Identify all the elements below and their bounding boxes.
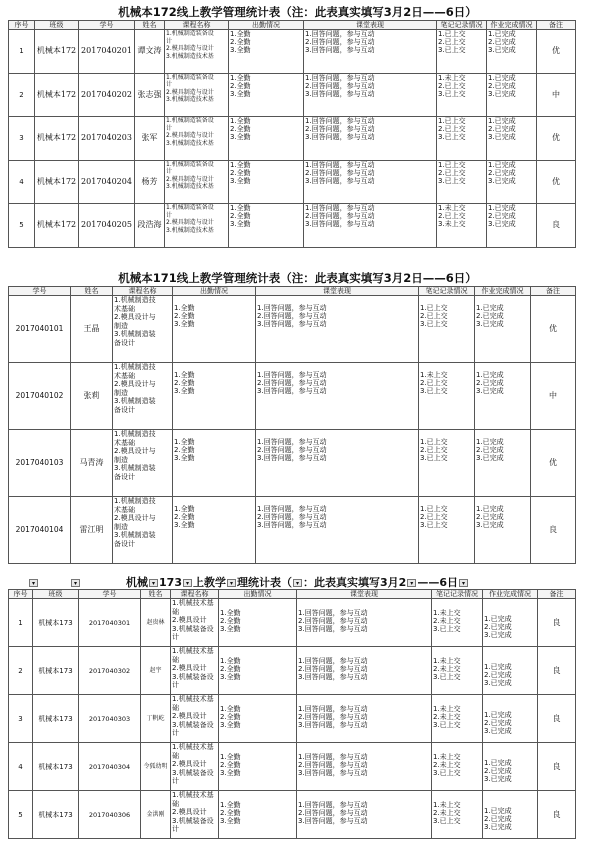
remark-cell: 良: [537, 204, 576, 248]
performance-cell: 1.回答问题，参与互动 2.回答问题，参与互动 3.回答问题，参与互动: [304, 204, 437, 248]
table-row: [9, 204, 576, 248]
student-id-cell: 2017040204: [79, 160, 135, 204]
student-name-cell: 张军: [135, 117, 165, 161]
sheet2-header-cell: 学号: [9, 287, 71, 296]
notes-cell: 1.未上交 2.已上交 3.已上交: [419, 363, 475, 430]
attendance-cell: 1.全勤 2.全勤 3.全勤: [219, 743, 297, 791]
attendance-cell: 1.全勤 2.全勤 3.全勤: [173, 296, 256, 363]
notes-cell: 1.未上交 2.已上交 3.已上交: [437, 73, 487, 117]
student-name-cell: 张莉: [71, 363, 113, 430]
homework-cell: 1.已完成 2.已完成 3.已完成: [475, 296, 531, 363]
student-id-cell: 2017040203: [79, 117, 135, 161]
table-row: [9, 160, 576, 204]
row-number-cell: 2: [9, 647, 33, 695]
sheet3-header-cell: 出勤情况: [219, 590, 297, 599]
class-cell: 机械本173: [33, 647, 79, 695]
student-name-cell: 段浩海: [135, 204, 165, 248]
homework-cell: 1.已完成 2.已完成 3.已完成: [487, 117, 537, 161]
sheet1-header-cell: 课程名称: [165, 21, 229, 30]
class-cell: 机械本172: [35, 73, 79, 117]
student-id-cell: 2017040201: [79, 30, 135, 74]
course-cell: 1.机械制造技 术基础 2.模具设计与 制造 3.机械制造装 备设计: [113, 430, 173, 497]
row-number-cell: 2: [9, 73, 35, 117]
row-number-cell: 3: [9, 117, 35, 161]
row-number-cell: 1: [9, 30, 35, 74]
class-cell: 机械本173: [33, 599, 79, 647]
sheet1-header-row: [9, 21, 576, 30]
table-row: [9, 30, 576, 74]
attendance-cell: 1.全勤 2.全勤 3.全勤: [229, 204, 304, 248]
sheet3-table: [8, 589, 576, 839]
course-cell: 1.机械制造装备设 计 2.模具制造与设计 3.机械制造技术基: [165, 30, 229, 74]
sheet3-header-row: [9, 590, 576, 599]
attendance-cell: 1.全勤 2.全勤 3.全勤: [229, 73, 304, 117]
sheet1-table: [8, 20, 576, 248]
performance-cell: 1.回答问题，参与互动 2.回答问题，参与互动 3.回答问题，参与互动: [256, 430, 419, 497]
table-row: [9, 599, 576, 647]
remark-cell: 良: [538, 647, 576, 695]
sheet2-header-cell: 作业完成情况: [475, 287, 531, 296]
sheet2-header-cell: 出勤情况: [173, 287, 256, 296]
row-number-cell: 4: [9, 743, 33, 791]
filter-dropdown-icon[interactable]: ▾: [459, 579, 468, 587]
course-cell: 1.机械技术基 础 2.模具设计 3.机械装备设 计: [171, 791, 219, 839]
performance-cell: 1.回答问题，参与互动 2.回答问题，参与互动 3.回答问题，参与互动: [304, 117, 437, 161]
sheet3-title-part: 理统计表（: [237, 576, 292, 589]
remark-cell: 中: [531, 363, 576, 430]
student-name-cell: 令狐幼明: [141, 743, 171, 791]
notes-cell: 1.已上交 2.已上交 3.已上交: [419, 296, 475, 363]
course-cell: 1.机械技术基 础 2.模具设计 3.机械装备设 计: [171, 695, 219, 743]
row-number-cell: 4: [9, 160, 35, 204]
sheet1-header-cell: 班级: [35, 21, 79, 30]
sheet1-header-cell: 作业完成情况: [487, 21, 537, 30]
attendance-cell: 1.全勤 2.全勤 3.全勤: [173, 497, 256, 564]
performance-cell: 1.回答问题，参与互动 2.回答问题，参与互动 3.回答问题，参与互动: [297, 743, 432, 791]
attendance-cell: 1.全勤 2.全勤 3.全勤: [219, 647, 297, 695]
homework-cell: 1.已完成 2.已完成 3.已完成: [487, 73, 537, 117]
remark-cell: 优: [537, 30, 576, 74]
filter-dropdown-icon[interactable]: ▾: [149, 579, 158, 587]
course-cell: 1.机械制造装备设 计 2.模具制造与设计 3.机械制造技术基: [165, 204, 229, 248]
performance-cell: 1.回答问题，参与互动 2.回答问题，参与互动 3.回答问题，参与互动: [297, 791, 432, 839]
remark-cell: 优: [531, 430, 576, 497]
course-cell: 1.机械制造技 术基础 2.模具设计与 制造 3.机械制造装 备设计: [113, 363, 173, 430]
sheet1-header-cell: 学号: [79, 21, 135, 30]
student-id-cell: 2017040306: [79, 791, 141, 839]
homework-cell: 1.已完成 2.已完成 3.已完成: [483, 743, 538, 791]
remark-cell: 优: [537, 160, 576, 204]
sheet3-title-part: 机械: [126, 576, 149, 589]
attendance-cell: 1.全勤 2.全勤 3.全勤: [219, 695, 297, 743]
sheet3-title-part: 173: [159, 576, 182, 589]
student-name-cell: 杨芳: [135, 160, 165, 204]
performance-cell: 1.回答问题，参与互动 2.回答问题，参与互动 3.回答问题，参与互动: [304, 73, 437, 117]
attendance-cell: 1.全勤 2.全勤 3.全勤: [229, 30, 304, 74]
attendance-cell: 1.全勤 2.全勤 3.全勤: [229, 117, 304, 161]
table-row: [9, 430, 576, 497]
class-cell: 机械本173: [33, 695, 79, 743]
student-name-cell: 王晶: [71, 296, 113, 363]
student-id-cell: 2017040304: [79, 743, 141, 791]
homework-cell: 1.已完成 2.已完成 3.已完成: [475, 363, 531, 430]
notes-cell: 1.已上交 2.已上交 3.已上交: [437, 30, 487, 74]
remark-cell: 良: [538, 791, 576, 839]
performance-cell: 1.回答问题，参与互动 2.回答问题，参与互动 3.回答问题，参与互动: [297, 599, 432, 647]
sheet2-header-cell: 备注: [531, 287, 576, 296]
notes-cell: 1.已上交 2.已上交 3.已上交: [437, 160, 487, 204]
filter-dropdown-icon[interactable]: ▾: [407, 579, 416, 587]
student-name-cell: 马青涛: [71, 430, 113, 497]
notes-cell: 1.未上交 2.未上交 3.已上交: [432, 599, 483, 647]
course-cell: 1.机械技术基 础 2.模具设计 3.机械装备设 计: [171, 743, 219, 791]
student-name-cell: 丁帆屹: [141, 695, 171, 743]
course-cell: 1.机械技术基 础 2.模具设计 3.机械装备设 计: [171, 599, 219, 647]
student-name-cell: 雷江明: [71, 497, 113, 564]
performance-cell: 1.回答问题，参与互动 2.回答问题，参与互动 3.回答问题，参与互动: [297, 647, 432, 695]
student-name-cell: 金洪刚: [141, 791, 171, 839]
sheet2-table: [8, 286, 576, 564]
table-row: [9, 743, 576, 791]
notes-cell: 1.未上交 2.已上交 3.未上交: [437, 204, 487, 248]
sheet3-header-cell: 作业完成情况: [483, 590, 538, 599]
remark-cell: 优: [531, 296, 576, 363]
notes-cell: 1.已上交 2.已上交 3.已上交: [419, 497, 475, 564]
homework-cell: 1.已完成 2.已完成 3.已完成: [483, 647, 538, 695]
sheet3-title: [0, 577, 595, 589]
student-id-cell: 2017040104: [9, 497, 71, 564]
notes-cell: 1.未上交 2.未上交 3.已上交: [432, 695, 483, 743]
row-number-cell: 3: [9, 695, 33, 743]
performance-cell: 1.回答问题，参与互动 2.回答问题，参与互动 3.回答问题，参与互动: [256, 363, 419, 430]
course-cell: 1.机械制造装备设 计 2.模具制造与设计 3.机械制造技术基: [165, 73, 229, 117]
attendance-cell: 1.全勤 2.全勤 3.全勤: [229, 160, 304, 204]
filter-dropdown-icon[interactable]: ▾: [29, 579, 38, 587]
student-name-cell: 赵宇: [141, 647, 171, 695]
homework-cell: 1.已完成 2.已完成 3.已完成: [475, 430, 531, 497]
sheet1-header-cell: 出勤情况: [229, 21, 304, 30]
sheet2-header-cell: 笔记记录情况: [419, 287, 475, 296]
student-id-cell: 2017040301: [79, 599, 141, 647]
course-cell: 1.机械制造装备设 计 2.模具制造与设计 3.机械制造技术基: [165, 117, 229, 161]
sheet3-header-cell: 班级: [33, 590, 79, 599]
filter-dropdown-icon[interactable]: ▾: [227, 579, 236, 587]
sheet3-header-cell: 序号: [9, 590, 33, 599]
sheet3-header-cell: 课程名称: [171, 590, 219, 599]
attendance-cell: 1.全勤 2.全勤 3.全勤: [219, 791, 297, 839]
sheet1-header-cell: 笔记记录情况: [437, 21, 487, 30]
performance-cell: 1.回答问题，参与互动 2.回答问题，参与互动 3.回答问题，参与互动: [304, 160, 437, 204]
table-row: [9, 695, 576, 743]
performance-cell: 1.回答问题，参与互动 2.回答问题，参与互动 3.回答问题，参与互动: [304, 30, 437, 74]
sheet2-title: 机械本171线上教学管理统计表（注：此表真实填写3月2日——6日）: [118, 271, 477, 285]
row-number-cell: 1: [9, 599, 33, 647]
remark-cell: 良: [531, 497, 576, 564]
sheet1-header-cell: 课堂表现: [304, 21, 437, 30]
student-id-cell: 2017040202: [79, 73, 135, 117]
performance-cell: 1.回答问题，参与互动 2.回答问题，参与互动 3.回答问题，参与互动: [256, 497, 419, 564]
sheet2-header-row: [9, 287, 576, 296]
class-cell: 机械本172: [35, 204, 79, 248]
remark-cell: 良: [538, 695, 576, 743]
homework-cell: 1.已完成 2.已完成 3.已完成: [487, 204, 537, 248]
sheet2-header-cell: 姓名: [71, 287, 113, 296]
notes-cell: 1.未上交 2.未上交 3.已上交: [432, 647, 483, 695]
row-number-cell: 5: [9, 204, 35, 248]
sheet2-header-cell: 课程名称: [113, 287, 173, 296]
table-row: [9, 647, 576, 695]
homework-cell: 1.已完成 2.已完成 3.已完成: [487, 160, 537, 204]
class-cell: 机械本172: [35, 117, 79, 161]
course-cell: 1.机械制造装备设 计 2.模具制造与设计 3.机械制造技术基: [165, 160, 229, 204]
student-id-cell: 2017040103: [9, 430, 71, 497]
student-id-cell: 2017040205: [79, 204, 135, 248]
attendance-cell: 1.全勤 2.全勤 3.全勤: [219, 599, 297, 647]
homework-cell: 1.已完成 2.已完成 3.已完成: [483, 599, 538, 647]
student-name-cell: 张志强: [135, 73, 165, 117]
attendance-cell: 1.全勤 2.全勤 3.全勤: [173, 363, 256, 430]
sheet3-header-cell: 学号: [79, 590, 141, 599]
sheet3-title-part: ——6日: [417, 576, 458, 589]
course-cell: 1.机械技术基 础 2.模具设计 3.机械装备设 计: [171, 647, 219, 695]
table-row: [9, 363, 576, 430]
sheet2-header-cell: 课堂表现: [256, 287, 419, 296]
performance-cell: 1.回答问题，参与互动 2.回答问题，参与互动 3.回答问题，参与互动: [256, 296, 419, 363]
sheet3-header-cell: 课堂表现: [297, 590, 432, 599]
class-cell: 机械本173: [33, 791, 79, 839]
performance-cell: 1.回答问题，参与互动 2.回答问题，参与互动 3.回答问题，参与互动: [297, 695, 432, 743]
sheet3-header-cell: 笔记记录情况: [432, 590, 483, 599]
homework-cell: 1.已完成 2.已完成 3.已完成: [475, 497, 531, 564]
homework-cell: 1.已完成 2.已完成 3.已完成: [483, 695, 538, 743]
class-cell: 机械本172: [35, 160, 79, 204]
filter-dropdown-icon[interactable]: ▾: [71, 579, 80, 587]
table-row: [9, 497, 576, 564]
homework-cell: 1.已完成 2.已完成 3.已完成: [487, 30, 537, 74]
sheet1-header-cell: 序号: [9, 21, 35, 30]
sheet3-header-cell: 备注: [538, 590, 576, 599]
student-id-cell: 2017040102: [9, 363, 71, 430]
student-id-cell: 2017040303: [79, 695, 141, 743]
table-row: [9, 117, 576, 161]
student-name-cell: 谭文涛: [135, 30, 165, 74]
sheet1-header-cell: 备注: [537, 21, 576, 30]
remark-cell: 中: [537, 73, 576, 117]
remark-cell: 良: [538, 743, 576, 791]
course-cell: 1.机械制造技 术基础 2.模具设计与 制造 3.机械制造装 备设计: [113, 497, 173, 564]
homework-cell: 1.已完成 2.已完成 3.已完成: [483, 791, 538, 839]
remark-cell: 良: [538, 599, 576, 647]
class-cell: 机械本172: [35, 30, 79, 74]
sheet1-title: 机械本172线上教学管理统计表（注：此表真实填写3月2日——6日）: [118, 5, 477, 19]
remark-cell: 优: [537, 117, 576, 161]
table-row: [9, 296, 576, 363]
course-cell: 1.机械制造技 术基础 2.模具设计与 制造 3.机械制造装 备设计: [113, 296, 173, 363]
notes-cell: 1.已上交 2.已上交 3.已上交: [419, 430, 475, 497]
attendance-cell: 1.全勤 2.全勤 3.全勤: [173, 430, 256, 497]
notes-cell: 1.已上交 2.已上交 3.已上交: [437, 117, 487, 161]
sheet1-header-cell: 姓名: [135, 21, 165, 30]
table-row: [9, 791, 576, 839]
notes-cell: 1.未上交 2.未上交 3.已上交: [432, 743, 483, 791]
notes-cell: 1.未上交 2.未上交 3.已上交: [432, 791, 483, 839]
table-row: [9, 73, 576, 117]
student-id-cell: 2017040302: [79, 647, 141, 695]
sheet3-title-part: 上教学: [193, 576, 226, 589]
row-number-cell: 5: [9, 791, 33, 839]
class-cell: 机械本173: [33, 743, 79, 791]
sheet3-header-cell: 姓名: [141, 590, 171, 599]
filter-dropdown-icon[interactable]: ▾: [183, 579, 192, 587]
student-name-cell: 赵贵林: [141, 599, 171, 647]
student-id-cell: 2017040101: [9, 296, 71, 363]
sheet3-title-part: ：此表真实填写3月2: [303, 576, 407, 589]
filter-dropdown-icon[interactable]: ▾: [293, 579, 302, 587]
